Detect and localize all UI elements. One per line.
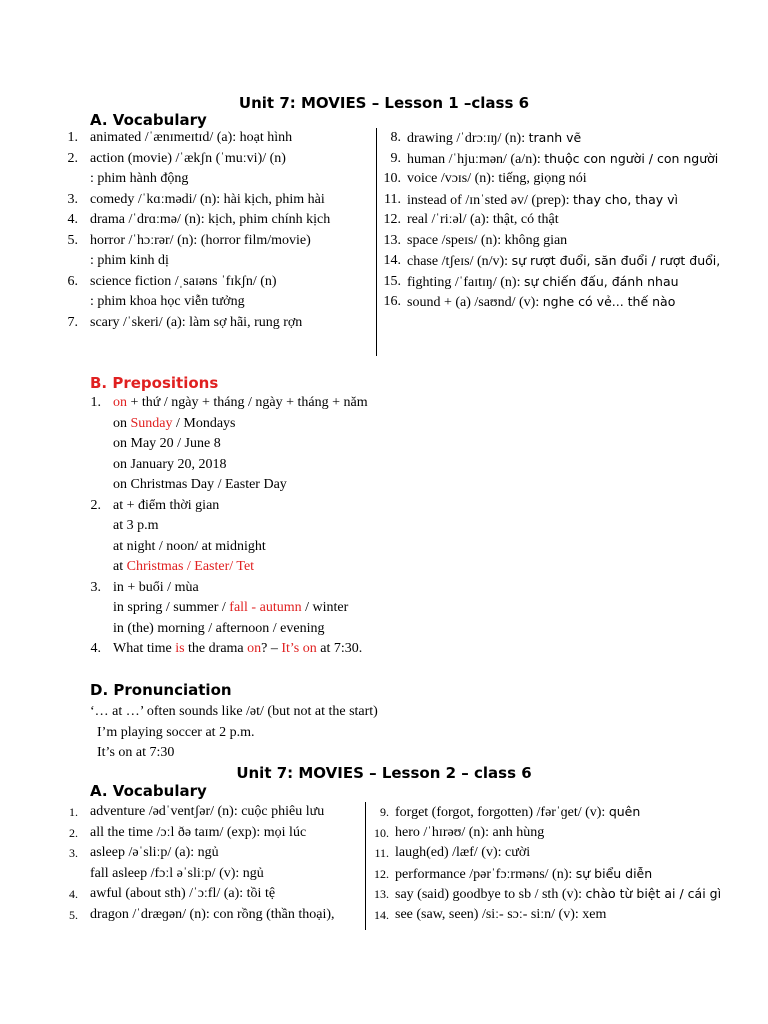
item-text bbox=[407, 149, 718, 171]
text-part: on bbox=[113, 415, 131, 431]
item-term: real /ˈriːəl/ (a): thật, có thật bbox=[407, 212, 559, 227]
item-term: fighting /ˈfaɪtɪŋ/ (n): bbox=[407, 274, 524, 290]
preposition-text bbox=[113, 598, 348, 619]
preposition-text bbox=[113, 557, 254, 578]
preposition-item bbox=[0, 598, 500, 619]
item-meaning: thay cho, thay vì bbox=[573, 191, 678, 207]
lesson1-vocab-right-list bbox=[0, 128, 768, 313]
list-item bbox=[0, 823, 768, 844]
lesson2-title: Unit 7: MOVIES – Lesson 2 – class 6 bbox=[236, 764, 532, 782]
item-number: 13. bbox=[374, 887, 389, 901]
item-number: 15. bbox=[383, 273, 401, 289]
pronunciation-line: ‘… at …’ often sounds like /ət/ (but not at the start) bbox=[90, 704, 378, 719]
item-text bbox=[395, 864, 652, 886]
item-text bbox=[407, 251, 720, 273]
preposition-item bbox=[0, 619, 500, 640]
item-number: 4. bbox=[90, 641, 101, 656]
preposition-item bbox=[0, 557, 500, 578]
item-number: 1. bbox=[67, 130, 78, 145]
item-text bbox=[407, 292, 675, 314]
preposition-item bbox=[0, 537, 500, 558]
item-number: 12. bbox=[374, 866, 389, 881]
list-item bbox=[0, 843, 768, 864]
preposition-text bbox=[113, 578, 199, 599]
list-item bbox=[0, 169, 768, 190]
pronunciation-line: It’s on at 7:30 bbox=[90, 745, 175, 760]
preposition-text bbox=[113, 455, 227, 476]
item-text: drama /ˈdrɑːmə/ (n): kịch, phim chính kịch bbox=[90, 212, 331, 227]
item-text bbox=[407, 272, 679, 294]
prepositions-heading: B. Prepositions bbox=[90, 374, 219, 392]
item-number: 3. bbox=[90, 579, 101, 595]
item-text: scary /ˈskeri/ (a): làm sợ hãi, rung rợn bbox=[90, 314, 303, 330]
lesson1-vocab-heading: A. Vocabulary bbox=[90, 111, 207, 129]
item-term: see (saw, seen) /siː- sɔː- siːn/ (v): xem bbox=[395, 906, 607, 922]
item-term: human /ˈhjuːmən/ (a/n): bbox=[407, 151, 545, 167]
item-number: 11. bbox=[384, 191, 401, 207]
highlight-text: on bbox=[247, 641, 262, 656]
item-term: instead of /ɪnˈsted əv/ (prep): bbox=[407, 192, 574, 208]
item-number: 3. bbox=[69, 846, 78, 860]
preposition-text bbox=[113, 393, 368, 414]
preposition-text bbox=[113, 537, 266, 558]
text-part: ? – bbox=[261, 641, 282, 656]
item-term: performance /pərˈfɔːrməns/ (n): bbox=[395, 866, 576, 882]
highlight-text: is bbox=[175, 641, 185, 656]
item-number: 10. bbox=[383, 171, 401, 186]
preposition-item bbox=[0, 414, 500, 435]
preposition-text bbox=[113, 619, 325, 640]
item-text: comedy /ˈkɑːmədi/ (n): hài kịch, phim hài bbox=[90, 191, 325, 207]
item-text: animated /ˈænɪmeɪtɪd/ (a): hoạt hình bbox=[90, 130, 293, 145]
item-meaning: thuộc con người / con người bbox=[544, 150, 719, 166]
item-text bbox=[407, 169, 587, 190]
item-text: asleep /əˈsliːp/ (a): ngủ bbox=[90, 845, 219, 860]
preposition-item bbox=[0, 455, 500, 476]
item-text: adventure /ədˈventʃər/ (n): cuộc phiêu lưu bbox=[90, 804, 325, 819]
item-term: space /speɪs/ (n): không gian bbox=[407, 232, 568, 248]
text-part: / Mondays bbox=[172, 415, 236, 431]
item-number: 8. bbox=[390, 130, 401, 145]
preposition-text bbox=[113, 639, 362, 660]
list-item bbox=[0, 210, 768, 231]
text-part: at 7:30. bbox=[316, 641, 363, 656]
item-text: : phim hành động bbox=[90, 171, 189, 186]
list-item bbox=[0, 231, 768, 252]
item-meaning: quên bbox=[608, 804, 641, 819]
item-text: horror /ˈhɔːrər/ (n): (horror film/movie) bbox=[90, 232, 311, 248]
item-text bbox=[395, 843, 530, 864]
pronunciation-line: I’m playing soccer at 2 p.m. bbox=[90, 724, 255, 740]
text-part: in + buổi / mùa bbox=[113, 579, 199, 595]
item-text: action (movie) /ˈækʃn (ˈmuːvi)/ (n) bbox=[90, 150, 286, 166]
preposition-item bbox=[0, 496, 500, 517]
item-number: 9. bbox=[390, 150, 401, 166]
item-term: voice /vɔɪs/ (n): tiếng, giọng nói bbox=[407, 171, 587, 186]
item-number: 1. bbox=[69, 805, 78, 819]
item-number: 10. bbox=[374, 825, 389, 840]
item-term: chase /tʃeɪs/ (n/v): bbox=[407, 254, 512, 269]
list-item bbox=[0, 884, 768, 905]
item-number: 11. bbox=[374, 846, 389, 860]
item-text: fall asleep /fɔːl əˈsliːp/ (v): ngủ bbox=[90, 865, 264, 881]
list-item bbox=[0, 864, 768, 885]
item-number: 7. bbox=[67, 314, 78, 330]
preposition-item bbox=[0, 434, 500, 455]
item-text bbox=[407, 128, 581, 150]
text-part: at + điểm thời gian bbox=[113, 497, 220, 513]
list-item bbox=[0, 128, 768, 149]
preposition-text bbox=[113, 496, 219, 517]
item-term: forget (forgot, forgotten) /fərˈɡet/ (v): bbox=[395, 805, 609, 820]
text-part: at night / noon/ at midnight bbox=[113, 538, 266, 554]
item-meaning: sự biểu diễn bbox=[575, 865, 653, 881]
text-part: + thứ / ngày + tháng / ngày + tháng + năm bbox=[127, 395, 368, 410]
text-part: What time bbox=[113, 641, 176, 656]
text-part: in spring / summer / bbox=[113, 600, 230, 615]
item-text: : phim khoa học viễn tưởng bbox=[90, 294, 245, 309]
item-text bbox=[395, 823, 544, 844]
item-term: hero /ˈhɪrəʊ/ (n): anh hùng bbox=[395, 824, 545, 840]
item-meaning: chào từ biệt ai / cái gì bbox=[585, 886, 722, 901]
item-text bbox=[395, 884, 721, 906]
text-part: in (the) morning / afternoon / evening bbox=[113, 620, 325, 636]
list-item bbox=[0, 190, 768, 211]
item-number: 14. bbox=[383, 253, 401, 268]
text-part: on Christmas Day / Easter Day bbox=[113, 477, 287, 492]
pronunciation-heading: D. Pronunciation bbox=[90, 681, 232, 699]
item-number: 13. bbox=[383, 232, 401, 248]
preposition-item bbox=[0, 475, 500, 496]
preposition-text bbox=[113, 516, 159, 537]
item-text: all the time /ɔːl ðə taɪm/ (exp): mọi lúc bbox=[90, 824, 307, 840]
item-text bbox=[407, 210, 559, 231]
pronunciation-lines bbox=[90, 702, 590, 764]
item-number: 3. bbox=[67, 191, 78, 207]
item-number: 5. bbox=[67, 232, 78, 248]
item-text bbox=[407, 190, 678, 212]
item-number: 6. bbox=[67, 273, 78, 289]
item-meaning: sự chiến đấu, đánh nhau bbox=[523, 273, 679, 289]
item-meaning: tranh vẽ bbox=[528, 130, 582, 145]
text-part: on May 20 / June 8 bbox=[113, 436, 221, 451]
preposition-text bbox=[113, 414, 236, 435]
lesson2-vocab-heading: A. Vocabulary bbox=[90, 782, 207, 800]
prepositions-list bbox=[0, 393, 500, 660]
preposition-text bbox=[113, 434, 221, 455]
item-text: : phim kinh dị bbox=[90, 253, 169, 268]
text-part: the drama bbox=[184, 641, 248, 656]
text-part: at bbox=[113, 559, 127, 574]
lesson1-title: Unit 7: MOVIES – Lesson 1 –class 6 bbox=[238, 94, 530, 112]
preposition-item bbox=[0, 393, 500, 414]
item-term: laugh(ed) /læf/ (v): cười bbox=[395, 845, 531, 860]
highlight-text: fall - autumn bbox=[229, 600, 302, 615]
list-item bbox=[0, 149, 768, 170]
highlight-text: Christmas / Easter/ Tet bbox=[126, 559, 255, 574]
item-meaning: sự rượt đuổi, săn đuổi / rượt đuổi, bbox=[511, 253, 721, 268]
list-item bbox=[0, 802, 768, 823]
highlight-text: on bbox=[113, 395, 127, 410]
item-text: awful (about sth) /ˈɔːfl/ (a): tồi tệ bbox=[90, 886, 276, 901]
text-part: / winter bbox=[301, 600, 349, 615]
lesson2-vocab-right-list bbox=[0, 802, 768, 925]
item-number: 4. bbox=[69, 887, 78, 901]
item-text bbox=[407, 231, 567, 252]
item-term: sound + (a) /saʊnd/ (v): bbox=[407, 295, 543, 310]
item-text: science fiction /ˌsaɪəns ˈfɪkʃn/ (n) bbox=[90, 273, 277, 289]
list-item bbox=[0, 251, 768, 272]
item-number: 16. bbox=[383, 294, 401, 309]
item-text bbox=[395, 802, 640, 824]
highlight-text: Sunday bbox=[130, 415, 173, 431]
item-number: 2. bbox=[69, 825, 78, 840]
preposition-item bbox=[0, 578, 500, 599]
list-item bbox=[0, 272, 768, 293]
list-item bbox=[0, 313, 370, 334]
item-text bbox=[395, 905, 606, 926]
text-part: on January 20, 2018 bbox=[113, 456, 227, 472]
text-part: at 3 p.m bbox=[113, 518, 159, 533]
item-text: dragon /ˈdræɡən/ (n): con rồng (thần thoại), bbox=[90, 906, 335, 922]
item-number: 9. bbox=[380, 805, 389, 819]
highlight-text: It’s on bbox=[281, 641, 317, 656]
item-term: drawing /ˈdrɔːɪŋ/ (n): bbox=[407, 131, 529, 146]
item-number: 4. bbox=[67, 212, 78, 227]
preposition-item bbox=[0, 516, 500, 537]
item-number: 5. bbox=[69, 907, 78, 922]
item-meaning: nghe có vẻ... thế nào bbox=[542, 294, 676, 309]
item-number: 12. bbox=[383, 212, 401, 227]
item-number: 1. bbox=[90, 395, 101, 410]
item-number: 2. bbox=[67, 150, 78, 166]
item-number: 14. bbox=[374, 907, 389, 922]
preposition-item bbox=[0, 639, 500, 660]
item-number: 2. bbox=[90, 497, 101, 513]
preposition-text bbox=[113, 475, 287, 496]
list-item bbox=[0, 905, 768, 926]
list-item bbox=[0, 292, 768, 313]
item-term: say (said) goodbye to sb / sth (v): bbox=[395, 887, 586, 902]
